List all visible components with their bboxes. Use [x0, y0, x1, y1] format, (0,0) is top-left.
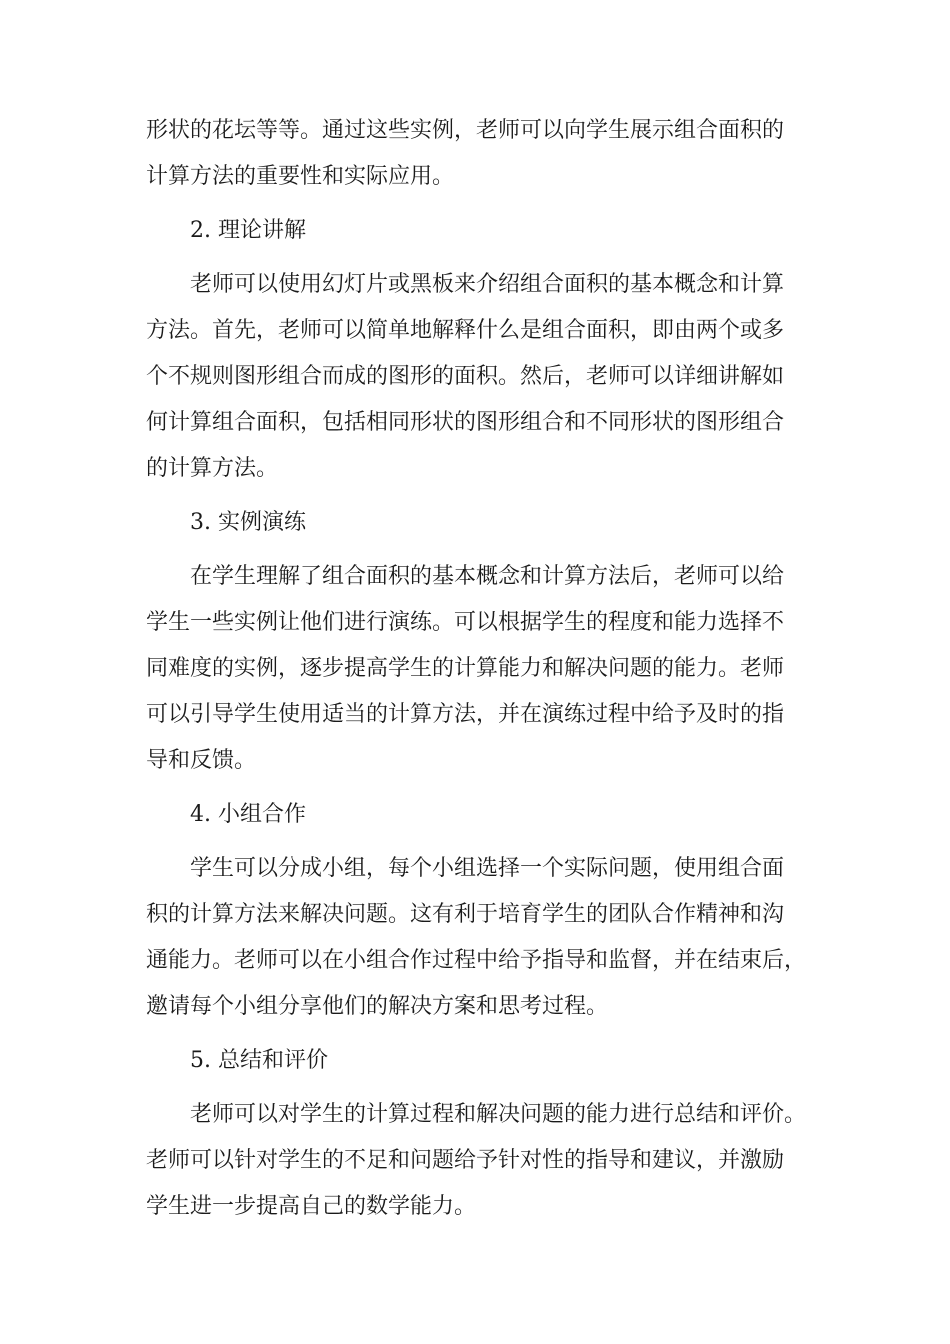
section-heading-3: 3. 实例演练 [190, 510, 306, 535]
intro-paragraph [146, 108, 796, 200]
section-paragraph-3 [146, 554, 796, 784]
paragraph-line: 学生一些实例让他们进行演练。可以根据学生的程度和能力选择不 [146, 610, 785, 635]
paragraph-line: 的计算方法。 [146, 456, 279, 481]
section-heading-2: 2. 理论讲解 [190, 218, 306, 243]
section-paragraph-5 [146, 1092, 807, 1230]
paragraph-line: 老师可以针对学生的不足和问题给予针对性的指导和建议，并激励 [146, 1148, 785, 1173]
paragraph-line: 导和反馈。 [146, 748, 257, 773]
section-paragraph-4 [146, 846, 807, 1030]
paragraph-line: 个不规则图形组合而成的图形的面积。然后，老师可以详细讲解如 [146, 364, 785, 389]
paragraph-line: 积的计算方法来解决问题。这有利于培育学生的团队合作精神和沟 [146, 902, 785, 927]
paragraph-line: 老师可以对学生的计算过程和解决问题的能力进行总结和评价。 [190, 1102, 807, 1127]
document-page [146, 108, 807, 1238]
section-paragraph-2 [146, 262, 796, 492]
paragraph-line: 邀请每个小组分享他们的解决方案和思考过程。 [146, 994, 609, 1019]
section-heading-4: 4. 小组合作 [190, 802, 306, 827]
paragraph-line: 何计算组合面积，包括相同形状的图形组合和不同形状的图形组合 [146, 410, 785, 435]
paragraph-line: 方法。首先，老师可以简单地解释什么是组合面积，即由两个或多 [146, 318, 785, 343]
paragraph-line: 学生可以分成小组，每个小组选择一个实际问题，使用组合面 [190, 856, 785, 881]
paragraph-line: 学生进一步提高自己的数学能力。 [146, 1194, 477, 1219]
section-heading-5: 5. 总结和评价 [190, 1048, 328, 1073]
paragraph-line: 可以引导学生使用适当的计算方法，并在演练过程中给予及时的指 [146, 702, 785, 727]
paragraph-line: 计算方法的重要性和实际应用。 [146, 164, 455, 189]
paragraph-line: 同难度的实例，逐步提高学生的计算能力和解决问题的能力。老师 [146, 656, 785, 681]
paragraph-line: 老师可以使用幻灯片或黑板来介绍组合面积的基本概念和计算 [190, 272, 785, 297]
paragraph-line: 在学生理解了组合面积的基本概念和计算方法后，老师可以给 [190, 564, 785, 589]
paragraph-line: 形状的花坛等等。通过这些实例，老师可以向学生展示组合面积的 [146, 118, 785, 143]
paragraph-line: 通能力。老师可以在小组合作过程中给予指导和监督，并在结束后， [146, 948, 807, 973]
